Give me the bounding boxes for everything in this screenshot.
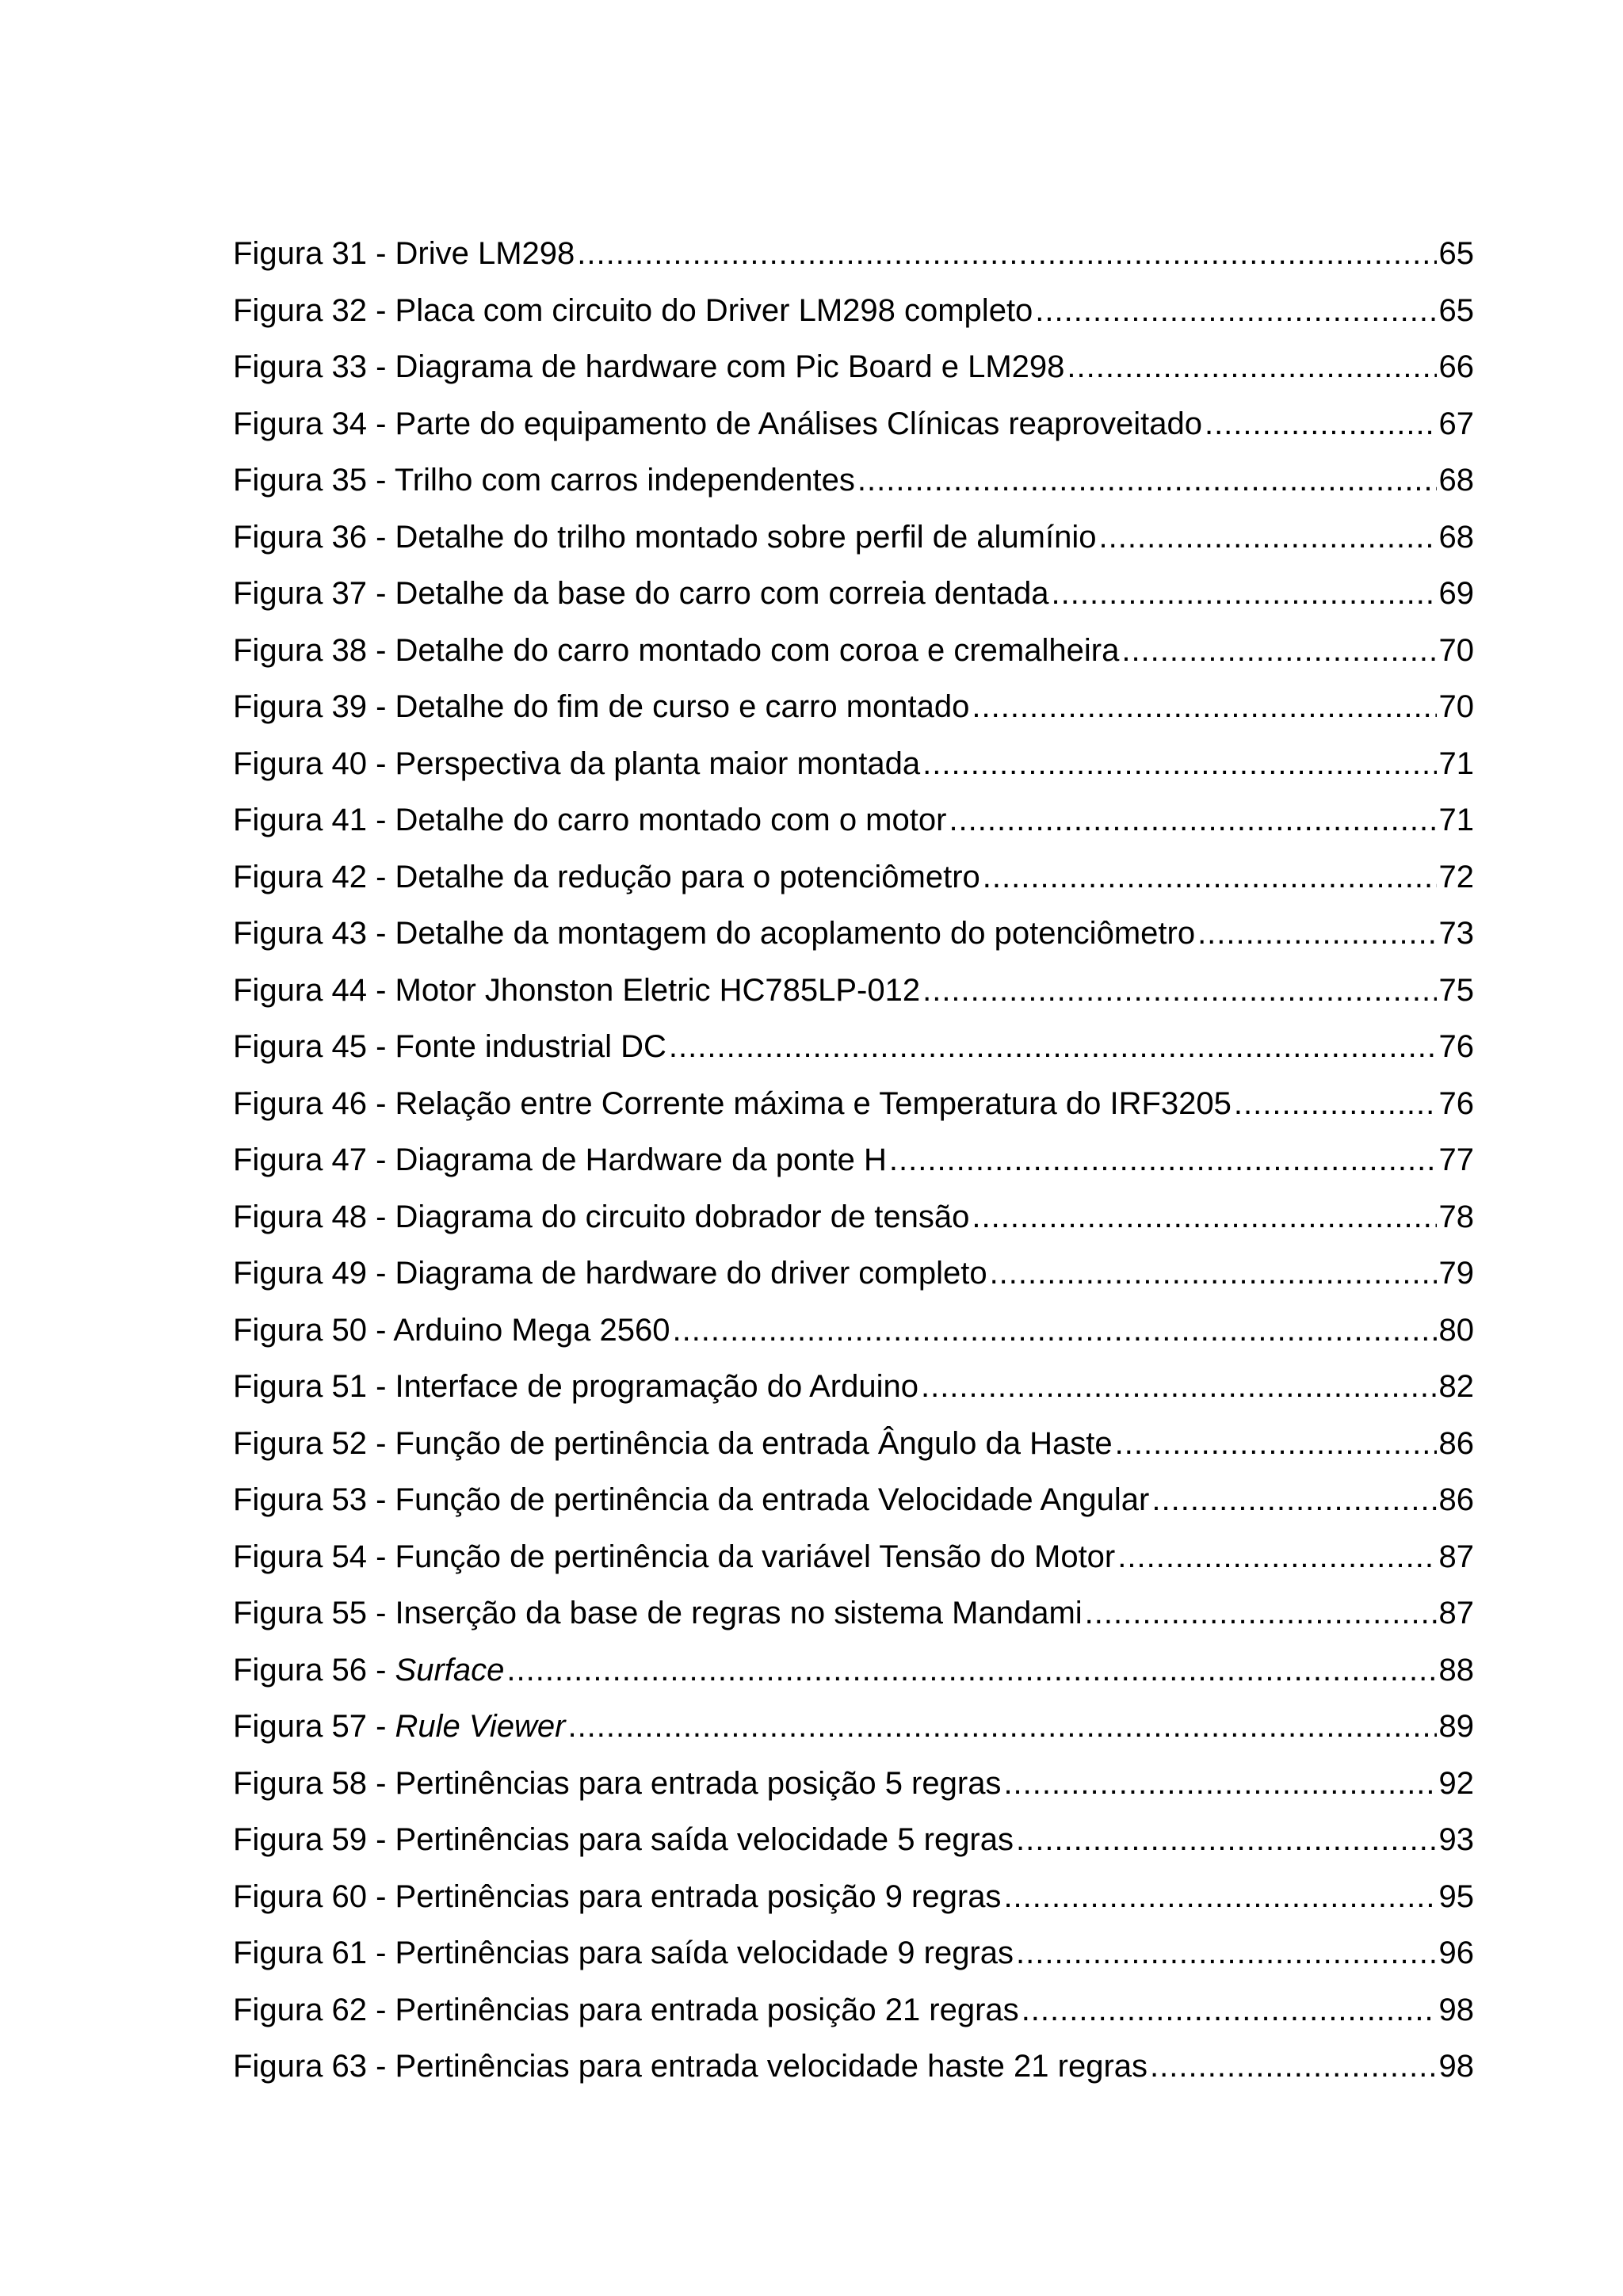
toc-entry-prefix: Figura 31 - [233, 236, 395, 271]
toc-entry-prefix: Figura 63 - [233, 2049, 395, 2084]
toc-entry[interactable] [233, 456, 1474, 513]
toc-entry-title: Surface [395, 1652, 505, 1688]
toc-entry-title: Detalhe do trilho montado sobre perfil de alumínio [395, 519, 1097, 555]
toc-entry-label [233, 287, 1033, 334]
toc-entry-page-number: 70 [1438, 632, 1474, 668]
toc-entry-label [233, 2042, 1148, 2090]
toc-entry[interactable] [233, 1476, 1474, 1533]
toc-entry[interactable] [233, 1986, 1474, 2043]
toc-entry[interactable] [233, 1080, 1474, 1137]
dot-leader [1051, 570, 1436, 617]
toc-entry-title: Detalhe do carro montado com coroa e cremalheira [395, 632, 1120, 668]
toc-entry[interactable] [233, 967, 1474, 1024]
toc-entry-page-number: 96 [1438, 1936, 1474, 1970]
toc-entry-label [233, 796, 946, 844]
dot-leader [972, 683, 1436, 730]
toc-entry-prefix: Figura 37 - [233, 576, 395, 611]
toc-entry-page-number: 71 [1438, 746, 1474, 781]
toc-entry-title: Drive LM298 [395, 236, 575, 271]
toc-entry-label [233, 1929, 1014, 1977]
toc-entry-title: Diagrama de hardware do driver completo [395, 1256, 987, 1291]
toc-entry-page-number: 68 [1438, 463, 1474, 498]
dot-leader [1151, 1476, 1436, 1524]
toc-entry-prefix: Figura 47 - [233, 1142, 395, 1177]
toc-entry-page-number: 70 [1438, 689, 1474, 724]
toc-entry-label [233, 1136, 887, 1184]
dot-leader [506, 1646, 1436, 1694]
dot-leader [1067, 343, 1436, 391]
toc-entry-page-number: 69 [1438, 576, 1474, 611]
toc-entry-label [233, 1080, 1232, 1127]
toc-entry-title: Pertinências para saída velocidade 5 regras [395, 1822, 1014, 1857]
toc-entry-title: Pertinências para entrada velocidade haste 21 regras [395, 2049, 1148, 2084]
dot-leader [922, 967, 1436, 1014]
toc-entry-label [233, 1646, 504, 1694]
toc-entry[interactable] [233, 570, 1474, 627]
toc-entry-label [233, 230, 575, 277]
toc-entry-label [233, 740, 920, 788]
toc-entry-title: Detalhe da base do carro com correia dentada [395, 576, 1049, 611]
toc-entry-label [233, 570, 1048, 617]
dot-leader [921, 1363, 1437, 1410]
toc-entry-prefix: Figura 38 - [233, 632, 395, 668]
dot-leader [1150, 2042, 1436, 2090]
toc-entry[interactable] [233, 2042, 1474, 2100]
toc-entry-title: Pertinências para entrada posição 9 regras [395, 1878, 1002, 1914]
toc-entry-title: Placa com circuito do Driver LM298 completo [395, 292, 1033, 328]
toc-entry-page-number: 95 [1438, 1878, 1474, 1914]
toc-entry-title: Fonte industrial DC [395, 1029, 666, 1064]
dot-leader [669, 1023, 1437, 1070]
toc-entry-prefix: Figura 62 - [233, 1992, 395, 2027]
toc-entry-page-number: 76 [1438, 1085, 1474, 1121]
dot-leader [1234, 1080, 1437, 1127]
dot-leader [1197, 910, 1436, 957]
toc-entry-page-number: 82 [1438, 1369, 1474, 1404]
toc-entry-prefix: Figura 35 - [233, 463, 395, 498]
toc-entry-prefix: Figura 49 - [233, 1256, 395, 1291]
toc-entry-title: Inserção da base de regras no sistema Mandami [395, 1596, 1083, 1630]
toc-entry-prefix: Figura 44 - [233, 972, 395, 1008]
dot-leader [577, 230, 1436, 277]
toc-entry[interactable] [233, 1589, 1474, 1646]
toc-entry-page-number: 92 [1438, 1765, 1474, 1801]
toc-entry[interactable] [233, 740, 1474, 797]
toc-entry-title: Função de pertinência da variável Tensão do Motor [395, 1539, 1116, 1574]
toc-entry[interactable] [233, 1929, 1474, 1986]
toc-entry-page-number: 86 [1438, 1425, 1474, 1461]
toc-entry-label [233, 1306, 670, 1354]
toc-entry[interactable] [233, 1193, 1474, 1250]
dot-leader [889, 1136, 1437, 1184]
toc-entry-label [233, 910, 1195, 957]
dot-leader [567, 1703, 1436, 1750]
toc-entry[interactable] [233, 683, 1474, 740]
toc-entry-label [233, 1816, 1014, 1863]
dot-leader [1121, 627, 1436, 674]
toc-entry-title: Diagrama de hardware com Pic Board e LM298 [395, 349, 1065, 384]
toc-entry-title: Interface de programação do Arduino [395, 1369, 918, 1404]
toc-entry-prefix: Figura 55 - [233, 1596, 395, 1630]
toc-entry-prefix: Figura 43 - [233, 916, 395, 951]
toc-entry-title: Diagrama do circuito dobrador de tensão [395, 1199, 970, 1234]
toc-entry-title: Detalhe do fim de curso e carro montado [395, 689, 970, 724]
dot-leader [1205, 400, 1437, 448]
toc-entry-page-number: 80 [1438, 1312, 1474, 1348]
toc-entry-label [233, 1873, 1001, 1920]
toc-entry[interactable] [233, 1816, 1474, 1873]
dot-leader [1016, 1929, 1437, 1977]
toc-entry-prefix: Figura 32 - [233, 292, 395, 328]
toc-entry-title: Pertinências para entrada posição 21 regras [395, 1992, 1019, 2027]
toc-entry-prefix: Figura 54 - [233, 1539, 395, 1574]
toc-entry[interactable] [233, 1023, 1474, 1080]
toc-entry-prefix: Figura 33 - [233, 349, 395, 384]
toc-entry[interactable] [233, 1533, 1474, 1590]
toc-entry-prefix: Figura 41 - [233, 803, 395, 837]
toc-entry[interactable] [233, 796, 1474, 853]
toc-entry-page-number: 79 [1438, 1256, 1474, 1291]
toc-entry-page-number: 89 [1438, 1709, 1474, 1744]
dot-leader [857, 456, 1437, 504]
toc-entry[interactable] [233, 343, 1474, 400]
toc-entry-prefix: Figura 36 - [233, 519, 395, 555]
toc-entry[interactable] [233, 1363, 1474, 1420]
toc-entry-page-number: 65 [1438, 236, 1474, 271]
dot-leader [1115, 1420, 1437, 1467]
toc-entry-label [233, 343, 1064, 391]
dot-leader [990, 1249, 1437, 1297]
toc-entry-title: Motor Jhonston Eletric HC785LP-012 [395, 972, 921, 1008]
toc-entry-title: Relação entre Corrente máxima e Temperatura do IRF3205 [395, 1085, 1232, 1121]
toc-entry-prefix: Figura 39 - [233, 689, 395, 724]
toc-entry[interactable] [233, 1306, 1474, 1363]
toc-entry-prefix: Figura 53 - [233, 1482, 395, 1517]
list-of-figures [233, 230, 1474, 2100]
toc-entry[interactable] [233, 910, 1474, 967]
dot-leader [1035, 287, 1436, 334]
toc-entry[interactable] [233, 1646, 1474, 1703]
toc-entry-page-number: 87 [1438, 1596, 1474, 1630]
toc-entry-prefix: Figura 50 - [233, 1312, 394, 1348]
dot-leader [972, 1193, 1436, 1241]
toc-entry-label [233, 1703, 565, 1750]
toc-entry-label [233, 1533, 1115, 1581]
dot-leader [672, 1306, 1436, 1354]
dot-leader [949, 796, 1436, 844]
toc-entry-title: Arduino Mega 2560 [393, 1312, 670, 1348]
toc-entry-label [233, 400, 1202, 448]
toc-entry-label [233, 1249, 987, 1297]
toc-entry[interactable] [233, 1760, 1474, 1817]
toc-entry-label [233, 513, 1097, 561]
toc-entry-prefix: Figura 46 - [233, 1085, 395, 1121]
toc-entry-title: Função de pertinência da entrada Velocidade Angular [395, 1482, 1150, 1517]
dot-leader [1085, 1589, 1437, 1637]
toc-entry[interactable] [233, 287, 1474, 344]
toc-entry[interactable] [233, 1249, 1474, 1306]
toc-entry[interactable] [233, 400, 1474, 457]
toc-entry-title: Detalhe da montagem do acoplamento do potenciômetro [395, 916, 1196, 951]
toc-entry-prefix: Figura 48 - [233, 1199, 395, 1234]
toc-entry-title: Função de pertinência da entrada Ângulo da Haste [395, 1425, 1113, 1461]
toc-entry-prefix: Figura 45 - [233, 1029, 395, 1064]
dot-leader [1099, 513, 1437, 561]
toc-entry[interactable] [233, 627, 1474, 684]
toc-entry-label [233, 1476, 1149, 1524]
toc-entry-page-number: 88 [1438, 1652, 1474, 1688]
toc-entry-label [233, 1363, 918, 1410]
toc-entry-page-number: 76 [1438, 1029, 1474, 1064]
toc-entry-label [233, 967, 920, 1014]
toc-entry-prefix: Figura 42 - [233, 859, 395, 894]
toc-entry-page-number: 67 [1438, 406, 1474, 441]
toc-entry-label [233, 683, 969, 730]
dot-leader [1003, 1760, 1436, 1807]
toc-entry-label [233, 1760, 1001, 1807]
toc-entry-page-number: 86 [1438, 1482, 1474, 1517]
dot-leader [922, 740, 1436, 788]
toc-entry-page-number: 98 [1438, 2049, 1474, 2084]
toc-entry-page-number: 75 [1438, 972, 1474, 1008]
toc-entry[interactable] [233, 1136, 1474, 1193]
toc-entry-page-number: 77 [1438, 1142, 1474, 1177]
toc-entry-label [233, 627, 1119, 674]
toc-entry-label [233, 1023, 666, 1070]
dot-leader [983, 853, 1437, 901]
toc-entry-label [233, 1420, 1113, 1467]
toc-entry-title: Parte do equipamento de Análises Clínicas reaproveitado [395, 406, 1202, 441]
toc-entry[interactable] [233, 1703, 1474, 1760]
toc-entry-title: Rule Viewer [395, 1709, 566, 1744]
toc-entry-label [233, 853, 980, 901]
toc-entry-prefix: Figura 52 - [233, 1425, 395, 1461]
toc-entry-label [233, 1986, 1019, 2034]
toc-entry-title: Pertinências para saída velocidade 9 regras [395, 1936, 1014, 1970]
toc-entry-page-number: 73 [1438, 916, 1474, 951]
toc-entry-page-number: 65 [1438, 292, 1474, 328]
toc-entry-title: Trilho com carros independentes [394, 463, 855, 498]
toc-entry-page-number: 93 [1438, 1822, 1474, 1857]
dot-leader [1003, 1873, 1436, 1920]
toc-entry[interactable] [233, 1420, 1474, 1477]
dot-leader [1022, 1986, 1437, 2034]
toc-entry-prefix: Figura 34 - [233, 406, 395, 441]
toc-entry-prefix: Figura 60 - [233, 1878, 395, 1914]
toc-entry[interactable] [233, 1873, 1474, 1930]
toc-entry-prefix: Figura 59 - [233, 1822, 395, 1857]
toc-entry-prefix: Figura 56 - [233, 1652, 395, 1688]
toc-entry-prefix: Figura 51 - [233, 1369, 395, 1404]
toc-entry-title: Detalhe do carro montado com o motor [395, 803, 947, 837]
dot-leader [1117, 1533, 1436, 1581]
toc-entry-page-number: 98 [1438, 1992, 1474, 2027]
toc-entry-page-number: 71 [1438, 803, 1474, 837]
toc-entry[interactable] [233, 853, 1474, 910]
toc-entry-title: Detalhe da redução para o potenciômetro [395, 859, 980, 894]
toc-entry-page-number: 68 [1438, 519, 1474, 555]
toc-entry-page-number: 72 [1438, 859, 1474, 894]
toc-entry-page-number: 66 [1438, 349, 1474, 384]
toc-entry-title: Pertinências para entrada posição 5 regras [395, 1765, 1002, 1801]
toc-entry-title: Perspectiva da planta maior montada [395, 746, 921, 781]
dot-leader [1016, 1816, 1437, 1863]
toc-entry-page-number: 78 [1438, 1199, 1474, 1234]
toc-entry-prefix: Figura 40 - [233, 746, 395, 781]
toc-entry-label [233, 1193, 969, 1241]
toc-entry[interactable] [233, 230, 1474, 287]
toc-entry[interactable] [233, 513, 1474, 570]
toc-entry-prefix: Figura 61 - [233, 1936, 395, 1970]
toc-entry-label [233, 456, 855, 504]
toc-entry-prefix: Figura 57 - [233, 1709, 395, 1744]
toc-entry-title: Diagrama de Hardware da ponte H [395, 1142, 887, 1177]
toc-entry-label [233, 1589, 1083, 1637]
toc-entry-page-number: 87 [1438, 1539, 1474, 1574]
toc-entry-prefix: Figura 58 - [233, 1765, 395, 1801]
